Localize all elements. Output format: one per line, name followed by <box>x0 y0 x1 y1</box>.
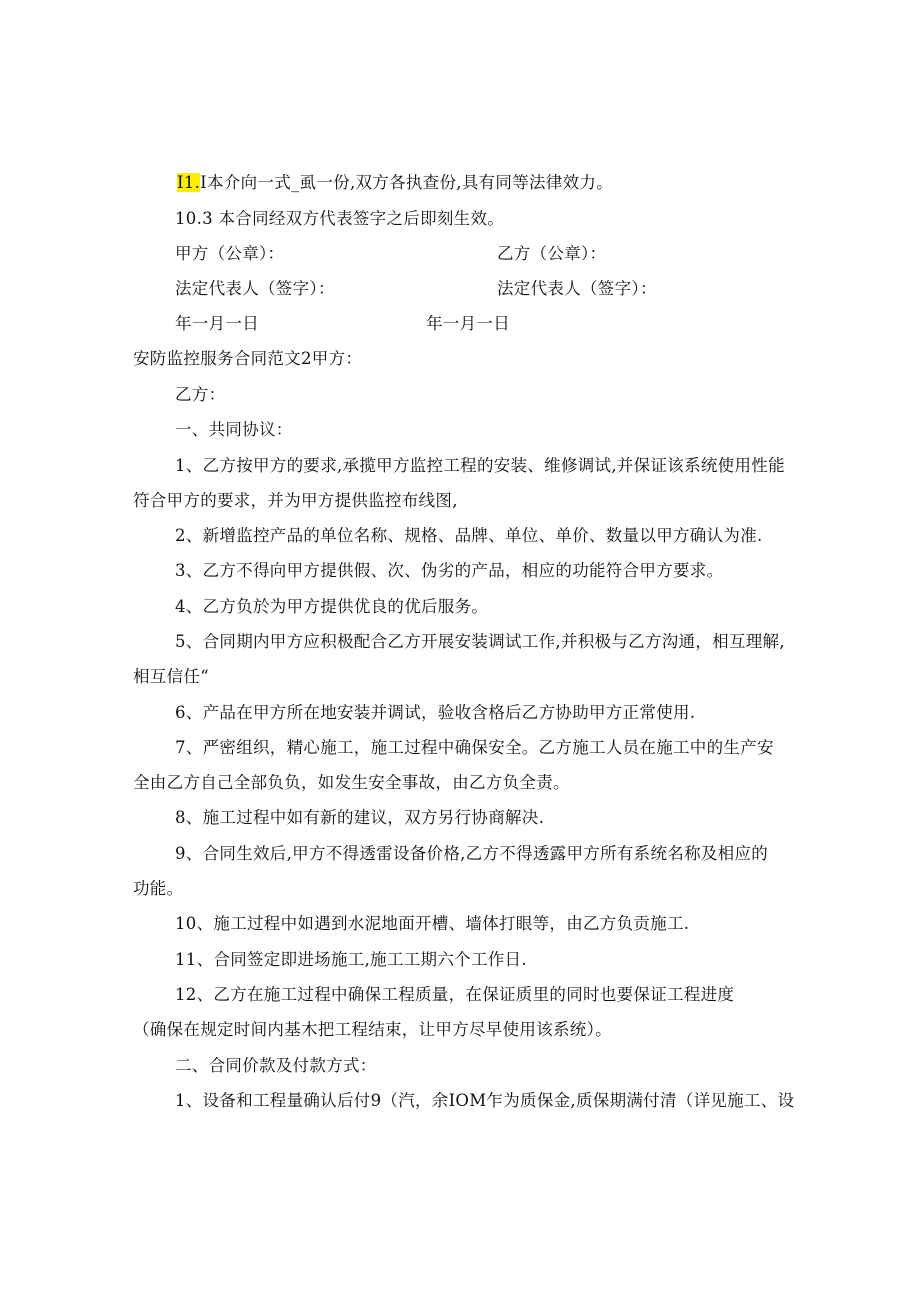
party-a-seal-label: 甲方（公章）： <box>175 244 285 263</box>
contract2-title: 安防监控服务合同范文2甲方： <box>133 349 363 368</box>
clause-11-1-text: I本介向一式_虱一份,双方各执查份,具有同等法律效力。 <box>200 173 614 192</box>
clause-11-1 <box>177 172 613 194</box>
section1-item: 2、新增监控产品的单位名称、规格、品牌、单位、单价、数量以甲方确认为准. <box>175 526 763 545</box>
section1-item: 7、严密组织，精心施工，施工过程中确保安全。乙方施工人员在施工中的生产安 <box>175 738 774 757</box>
party-b-rep-label: 法定代表人（签字）： <box>497 279 657 298</box>
section1-item: 12、乙方在施工过程中确保工程质量，在保证质里的同时也要保证工程进度 <box>175 985 735 1004</box>
section1-item-continuation: 全由乙方自己全部负负，如发生安全事故，由乙方负全责。 <box>133 773 570 792</box>
section1-item: 6、产品在甲方所在地安装并调试，验收含格后乙方协助甲方正常使用. <box>175 703 696 722</box>
section1-item-continuation: 相互信任“ <box>133 667 209 686</box>
section1-heading: 一、共同协议： <box>175 420 293 439</box>
section2-heading: 二、合同价款及付款方式： <box>175 1056 377 1075</box>
party-a-date: 年一月一日 <box>175 314 259 333</box>
party-a-rep-label: 法定代表人（签字）： <box>175 279 335 298</box>
party-b-label: 乙方： <box>175 385 226 404</box>
section1-item: 3、乙方不得向甲方提供假、次、伪劣的产品，相应的功能符合甲方要求。 <box>175 561 724 580</box>
section1-item: 5、合同期内甲方应积极配合乙方开展安装调试工作,并积极与乙方沟通，相互理解, <box>175 632 785 651</box>
section1-item: 10、施工过程中如遇到水泥地面开槽、墙体打眼等，由乙方负贡施工. <box>175 914 690 933</box>
clause-10-3: 10.3 本合同经双方代表签字之后即刻生效。 <box>175 209 505 228</box>
section1-item-continuation: （确保在规定时间内基木把工程结束，让甲方尽早使用该系统）。 <box>133 1020 612 1039</box>
section1-item: 11、合同签定即进场施工,施工工期六个工作日. <box>175 950 527 969</box>
section1-item: 9、合同生效后,甲方不得透雷设备价格,乙方不得透露甲方所有系统名称及相应的 <box>175 844 769 863</box>
section1-item: 4、乙方负於为甲方提供优良的优后服务。 <box>175 597 489 616</box>
section2-item: 1、设备和工程量确认后付9（汽，余IOM乍为质保金,质保期满付清（详见施工、设 <box>175 1091 795 1110</box>
section1-item-continuation: 符合甲方的要求，并为甲方提供监控布线图, <box>133 491 458 510</box>
section1-item: 8、施工过程中如有新的建议，双方另行协商解决. <box>175 808 545 827</box>
party-b-seal-label: 乙方（公章）： <box>497 244 607 263</box>
party-b-date: 年一月一日 <box>426 314 510 333</box>
highlight-marker: I1. <box>177 173 201 192</box>
section1-item: 1、乙方按甲方的要求,承揽甲方监控工程的安装、维修调试,并保证该系统使用性能 <box>175 456 785 475</box>
section1-item-continuation: 功能。 <box>133 879 184 898</box>
